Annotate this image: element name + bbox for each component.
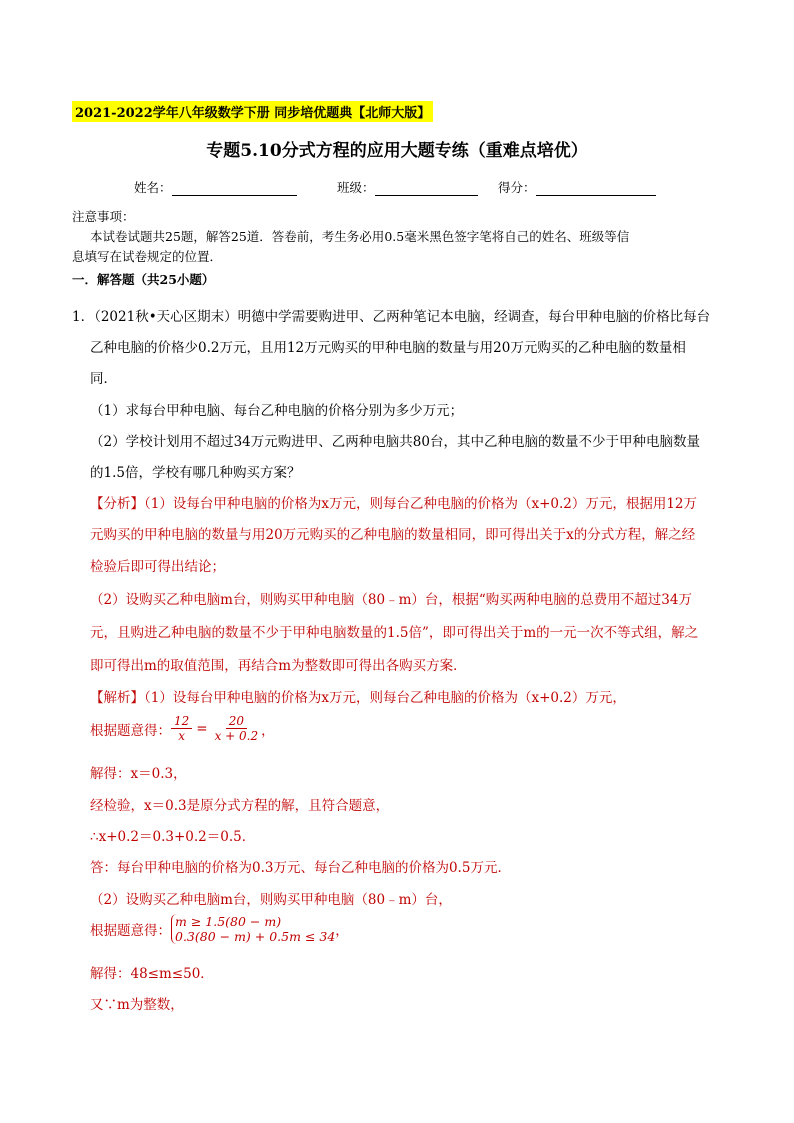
name-blank [172,181,297,196]
fraction-2 [212,714,262,743]
check-line: 经检验，x＝0.3是原分式方程的解，且符合题意， [90,798,390,814]
analysis-line-5: 元，且购进乙种电脑的数量不少于甲种电脑数量的1.5倍”，即可得出关于m的一元一次不等式组，解之 [90,625,699,641]
name-label: 姓名： [134,180,172,195]
question-line-1: 1．（2021秋•天心区期末）明德中学需要购进甲、乙两种笔记本电脑，经调查，每台甲种电脑的价格比每台 [72,309,711,325]
because-line: 又∵m为整数， [90,997,184,1013]
analysis-line-3: 检验后即可得出结论； [90,559,225,575]
equation-label: 根据题意得： [90,722,171,739]
fraction-2-denominator: x + 0.2 [214,729,259,743]
question-line-2: 乙种电脑的价格少0.2万元，且用12万元购买的甲种电脑的数量与用20万元购买的乙种电脑的数量相 [90,340,686,356]
class-blank [375,181,478,196]
inequality-2: 0.3(80 − m) + 0.5m ≤ 34 [175,929,336,944]
score-blank [536,181,656,196]
notes-line-1: 本试卷试题共25题，解答25道．答卷前，考生务必用0.5毫米黑色签字笔将自己的姓名、班级等信 [90,229,630,244]
inequality-1: m ≥ 1.5(80 − m) [175,914,282,929]
analysis-line-1 [90,492,697,512]
notes-heading: 注意事项： [72,209,135,224]
solution-line-1 [90,686,626,706]
question-sub-2a: （2）学校计划用不超过34万元购进甲、乙两种电脑共80台，其中乙种电脑的数量不少于甲种电脑数量 [90,434,700,450]
equation-row [90,714,275,743]
part2-line: （2）设购买乙种电脑m台，则购买甲种电脑（80﹣m）台， [90,892,452,908]
score-field [498,178,656,196]
equals-sign: = [196,720,208,737]
answer-line: 答：每台甲种电脑的价格为0.3万元、每台乙种电脑的价格为0.5万元． [90,860,511,876]
solve-line-2: 解得：48≤m≤50． [90,966,214,982]
question-sub-1: （1）求每台甲种电脑、每台乙种电脑的价格分别为多少万元； [90,403,464,419]
fraction-1-numerator: 12 [171,714,192,729]
solution-tag: 【解析】 [90,690,144,706]
inequality-end: ， [335,923,349,939]
class-label: 班级： [337,180,375,195]
analysis-line-4: （2）设购买乙种电脑m台，则购买甲种电脑（80﹣m）台，根据“购买两种电脑的总费用不超过34万 [90,592,692,608]
page-title: 专题5.10分式方程的应用大题专练（重难点培优） [206,141,588,161]
solve-line-1: 解得：x＝0.3， [90,766,187,782]
question-line-3: 同． [90,371,117,387]
question-sub-2b: 的1.5倍，学校有哪几种购买方案？ [90,465,301,481]
name-field [134,178,297,196]
inequality-row [90,914,349,944]
analysis-line-2: 元购买的甲种电脑的数量与用20万元购买的乙种电脑的数量相同，即可得出关于x的分式方程，解之经 [90,527,696,543]
analysis-tag: 【分析】 [90,496,144,512]
score-label: 得分： [498,180,536,195]
fraction-2-numerator: 20 [226,714,247,729]
equation-end: ， [261,722,275,739]
analysis-line-6: 即可得出m的取值范围，再结合m为整数即可得出各购买方案． [90,658,467,674]
section-heading: 一．解答题（共25小题） [72,272,215,287]
solution-text-1: （1）设每台甲种电脑的价格为x万元，则每台乙种电脑的价格为（x+0.2）万元， [144,690,626,706]
notes-line-2: 息填写在试卷规定的位置． [72,249,223,264]
inequality-system [171,914,335,944]
class-field [337,178,478,196]
therefore-line: ∴x+0.2＝0.3+0.2＝0.5． [90,829,256,845]
inequality-label: 根据题意得： [90,923,171,939]
series-banner: 2021-2022学年八年级数学下册 同步培优题典【北师大版】 [72,101,433,122]
fraction-1 [171,714,192,743]
analysis-text-1: （1）设每台甲种电脑的价格为x万元，则每台乙种电脑的价格为（x+0.2）万元，根据用12万 [144,496,698,512]
fraction-1-denominator: x [178,729,186,743]
